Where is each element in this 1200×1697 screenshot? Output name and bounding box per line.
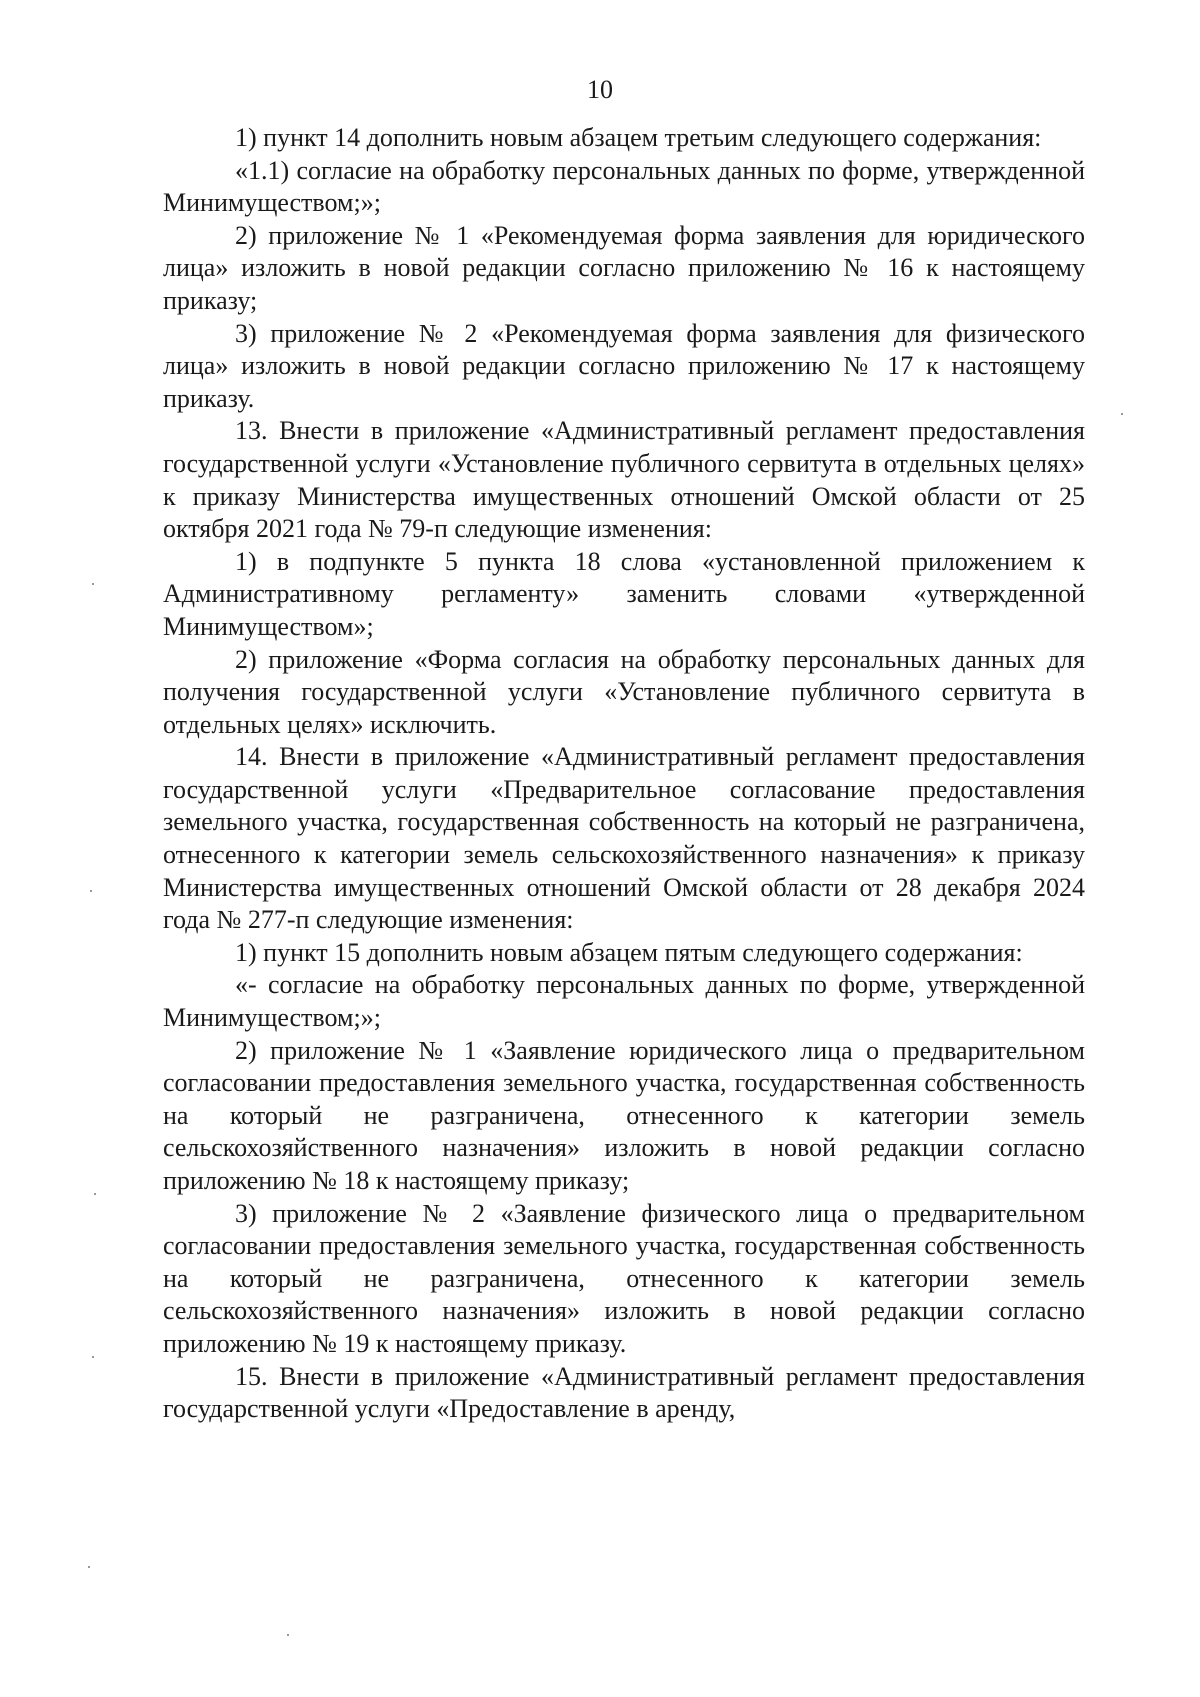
paragraph: 1) пункт 14 дополнить новым абзацем третьим следующего содержания: <box>235 123 1042 152</box>
scan-speck <box>94 1193 96 1195</box>
paragraph: «1.1) согласие на обработку персональных данных по форме, утвержденной Минимуществом;»; <box>163 155 1085 218</box>
scan-speck <box>88 1566 90 1568</box>
paragraph: «- согласие на обработку персональных данных по форме, утвержденной Минимуществом;»; <box>163 970 1085 1033</box>
scan-speck <box>92 1356 94 1358</box>
page-number: 10 <box>587 75 613 104</box>
scan-speck <box>287 1634 289 1636</box>
paragraph: 14. Внести в приложение «Административный регламент предоставления государственной услуги «Предварительное согласование предоставления земельного участка, государственная собственность на который не разграничена, отнесенного к категории земель сельскохозяйственного назначения» к приказу Министерства имущественных отношений Омской области от 28 декабря 2024 года № 277-п следующие изменения: <box>163 742 1085 935</box>
paragraph: 2) приложение № 1 «Рекомендуемая форма заявления для юридического лица» изложить в новой редакции согласно приложению № 16 к настоящему приказу; <box>163 220 1085 315</box>
paragraph: 13. Внести в приложение «Административный регламент предоставления государственной услуги «Установление публичного сервитута в отдельных целях» к приказу Министерства имущественных отношений Омской области от 25 октября 2021 года № 79-п следующие изменения: <box>163 416 1085 544</box>
paragraph: 2) приложение № 1 «Заявление юридического лица о предварительном согласовании предоставления земельного участка, государственная собственность на который не разграничена, отнесенного к категории земель сельскохозяйственного назначения» изложить в новой редакции согласно приложению № 18 к настоящему приказу; <box>163 1035 1085 1195</box>
paragraph: 2) приложение «Форма согласия на обработку персональных данных для получения государственной услуги «Установление публичного сервитута в отдельных целях» исключить. <box>163 644 1085 739</box>
document-body <box>163 122 1085 1426</box>
paragraph: 3) приложение № 2 «Заявление физического лица о предварительном согласовании предоставления земельного участка, государственная собственность на который не разграничена, отнесенного к категории земель сельскохозяйственного назначения» изложить в новой редакции согласно приложению № 19 к настоящему приказу. <box>163 1198 1085 1358</box>
paragraph: 1) в подпункте 5 пункта 18 слова «установленной приложением к Административному регламенту» заменить словами «утвержденной Минимуществом»; <box>163 546 1085 641</box>
paragraph: 15. Внести в приложение «Административный регламент предоставления государственной услуги «Предоставление в аренду, <box>163 1361 1085 1424</box>
paragraph: 3) приложение № 2 «Рекомендуемая форма заявления для физического лица» изложить в новой редакции согласно приложению № 17 к настоящему приказу. <box>163 318 1085 413</box>
paragraph: 1) пункт 15 дополнить новым абзацем пятым следующего содержания: <box>235 937 1023 967</box>
scan-speck <box>90 890 92 892</box>
scan-speck <box>92 583 94 585</box>
scan-speck <box>1121 413 1123 415</box>
